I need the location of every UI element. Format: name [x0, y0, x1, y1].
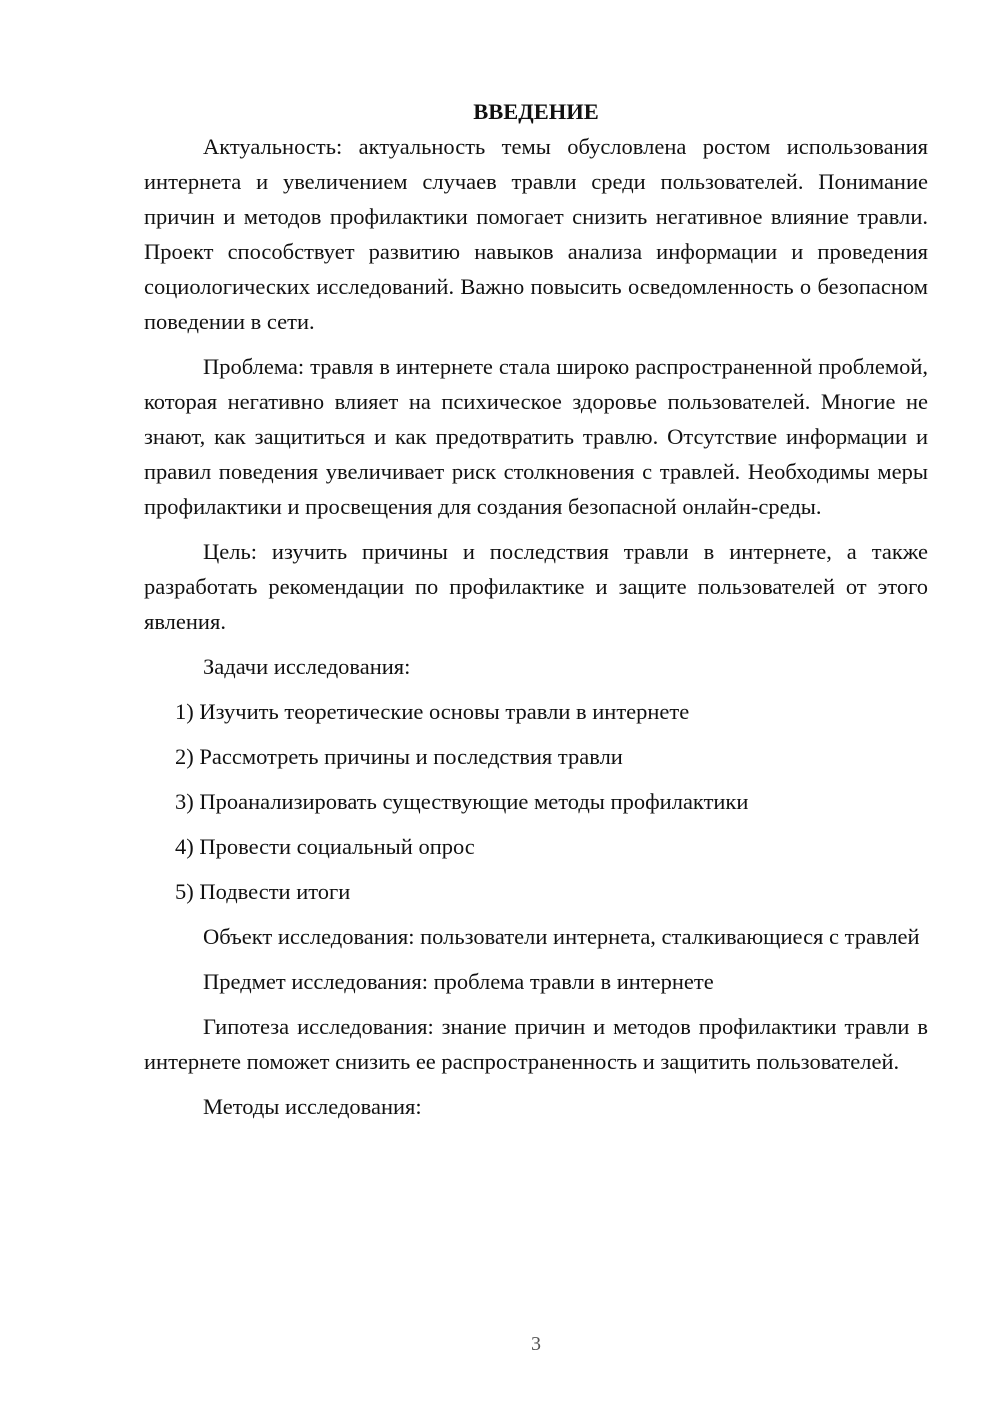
- relevance-paragraph: Актуальность: актуальность темы обусловлена ростом использования интернета и увеличением случаев травли среди пользователей. Понимание причин и методов профилактики помогает снизить негативное влияние травли. Проект способствует развитию навыков анализа информации и проведения социологических исследований. Важно повысить осведомленность о безопасном поведении в сети.: [144, 134, 928, 334]
- page-number-container: [0, 1333, 1000, 1356]
- subject-paragraph: Предмет исследования: проблема травли в интернете: [203, 969, 714, 994]
- list-item: 4) Провести социальный опрос: [175, 834, 475, 859]
- section-title: ВВЕДЕНИЕ: [473, 99, 599, 124]
- object-paragraph: Объект исследования: пользователи интернета, сталкивающиеся с травлей: [203, 924, 920, 949]
- list-item: 5) Подвести итоги: [175, 879, 351, 904]
- tasks-list: [144, 694, 928, 909]
- goal-paragraph: Цель: изучить причины и последствия травли в интернете, а также разработать рекомендации по профилактике и защите пользователей от этого явления.: [144, 539, 928, 634]
- tasks-heading: Задачи исследования:: [203, 654, 411, 679]
- page-content: [144, 94, 928, 1134]
- list-item: 1) Изучить теоретические основы травли в интернете: [175, 699, 690, 724]
- list-item: 3) Проанализировать существующие методы профилактики: [175, 789, 749, 814]
- list-item: 2) Рассмотреть причины и последствия травли: [175, 744, 623, 769]
- hypothesis-paragraph: Гипотеза исследования: знание причин и методов профилактики травли в интернете поможет снизить ее распространенность и защитить пользователей.: [144, 1014, 928, 1074]
- problem-paragraph: Проблема: травля в интернете стала широко распространенной проблемой, которая негативно влияет на психическое здоровье пользователей. Многие не знают, как защититься и как предотвратить травлю. Отсутствие информации и правил поведения увеличивает риск столкновения с травлей. Необходимы меры профилактики и просвещения для создания безопасной онлайн-среды.: [144, 354, 928, 519]
- methods-heading: Методы исследования:: [203, 1094, 422, 1119]
- page-number: 3: [531, 1333, 541, 1355]
